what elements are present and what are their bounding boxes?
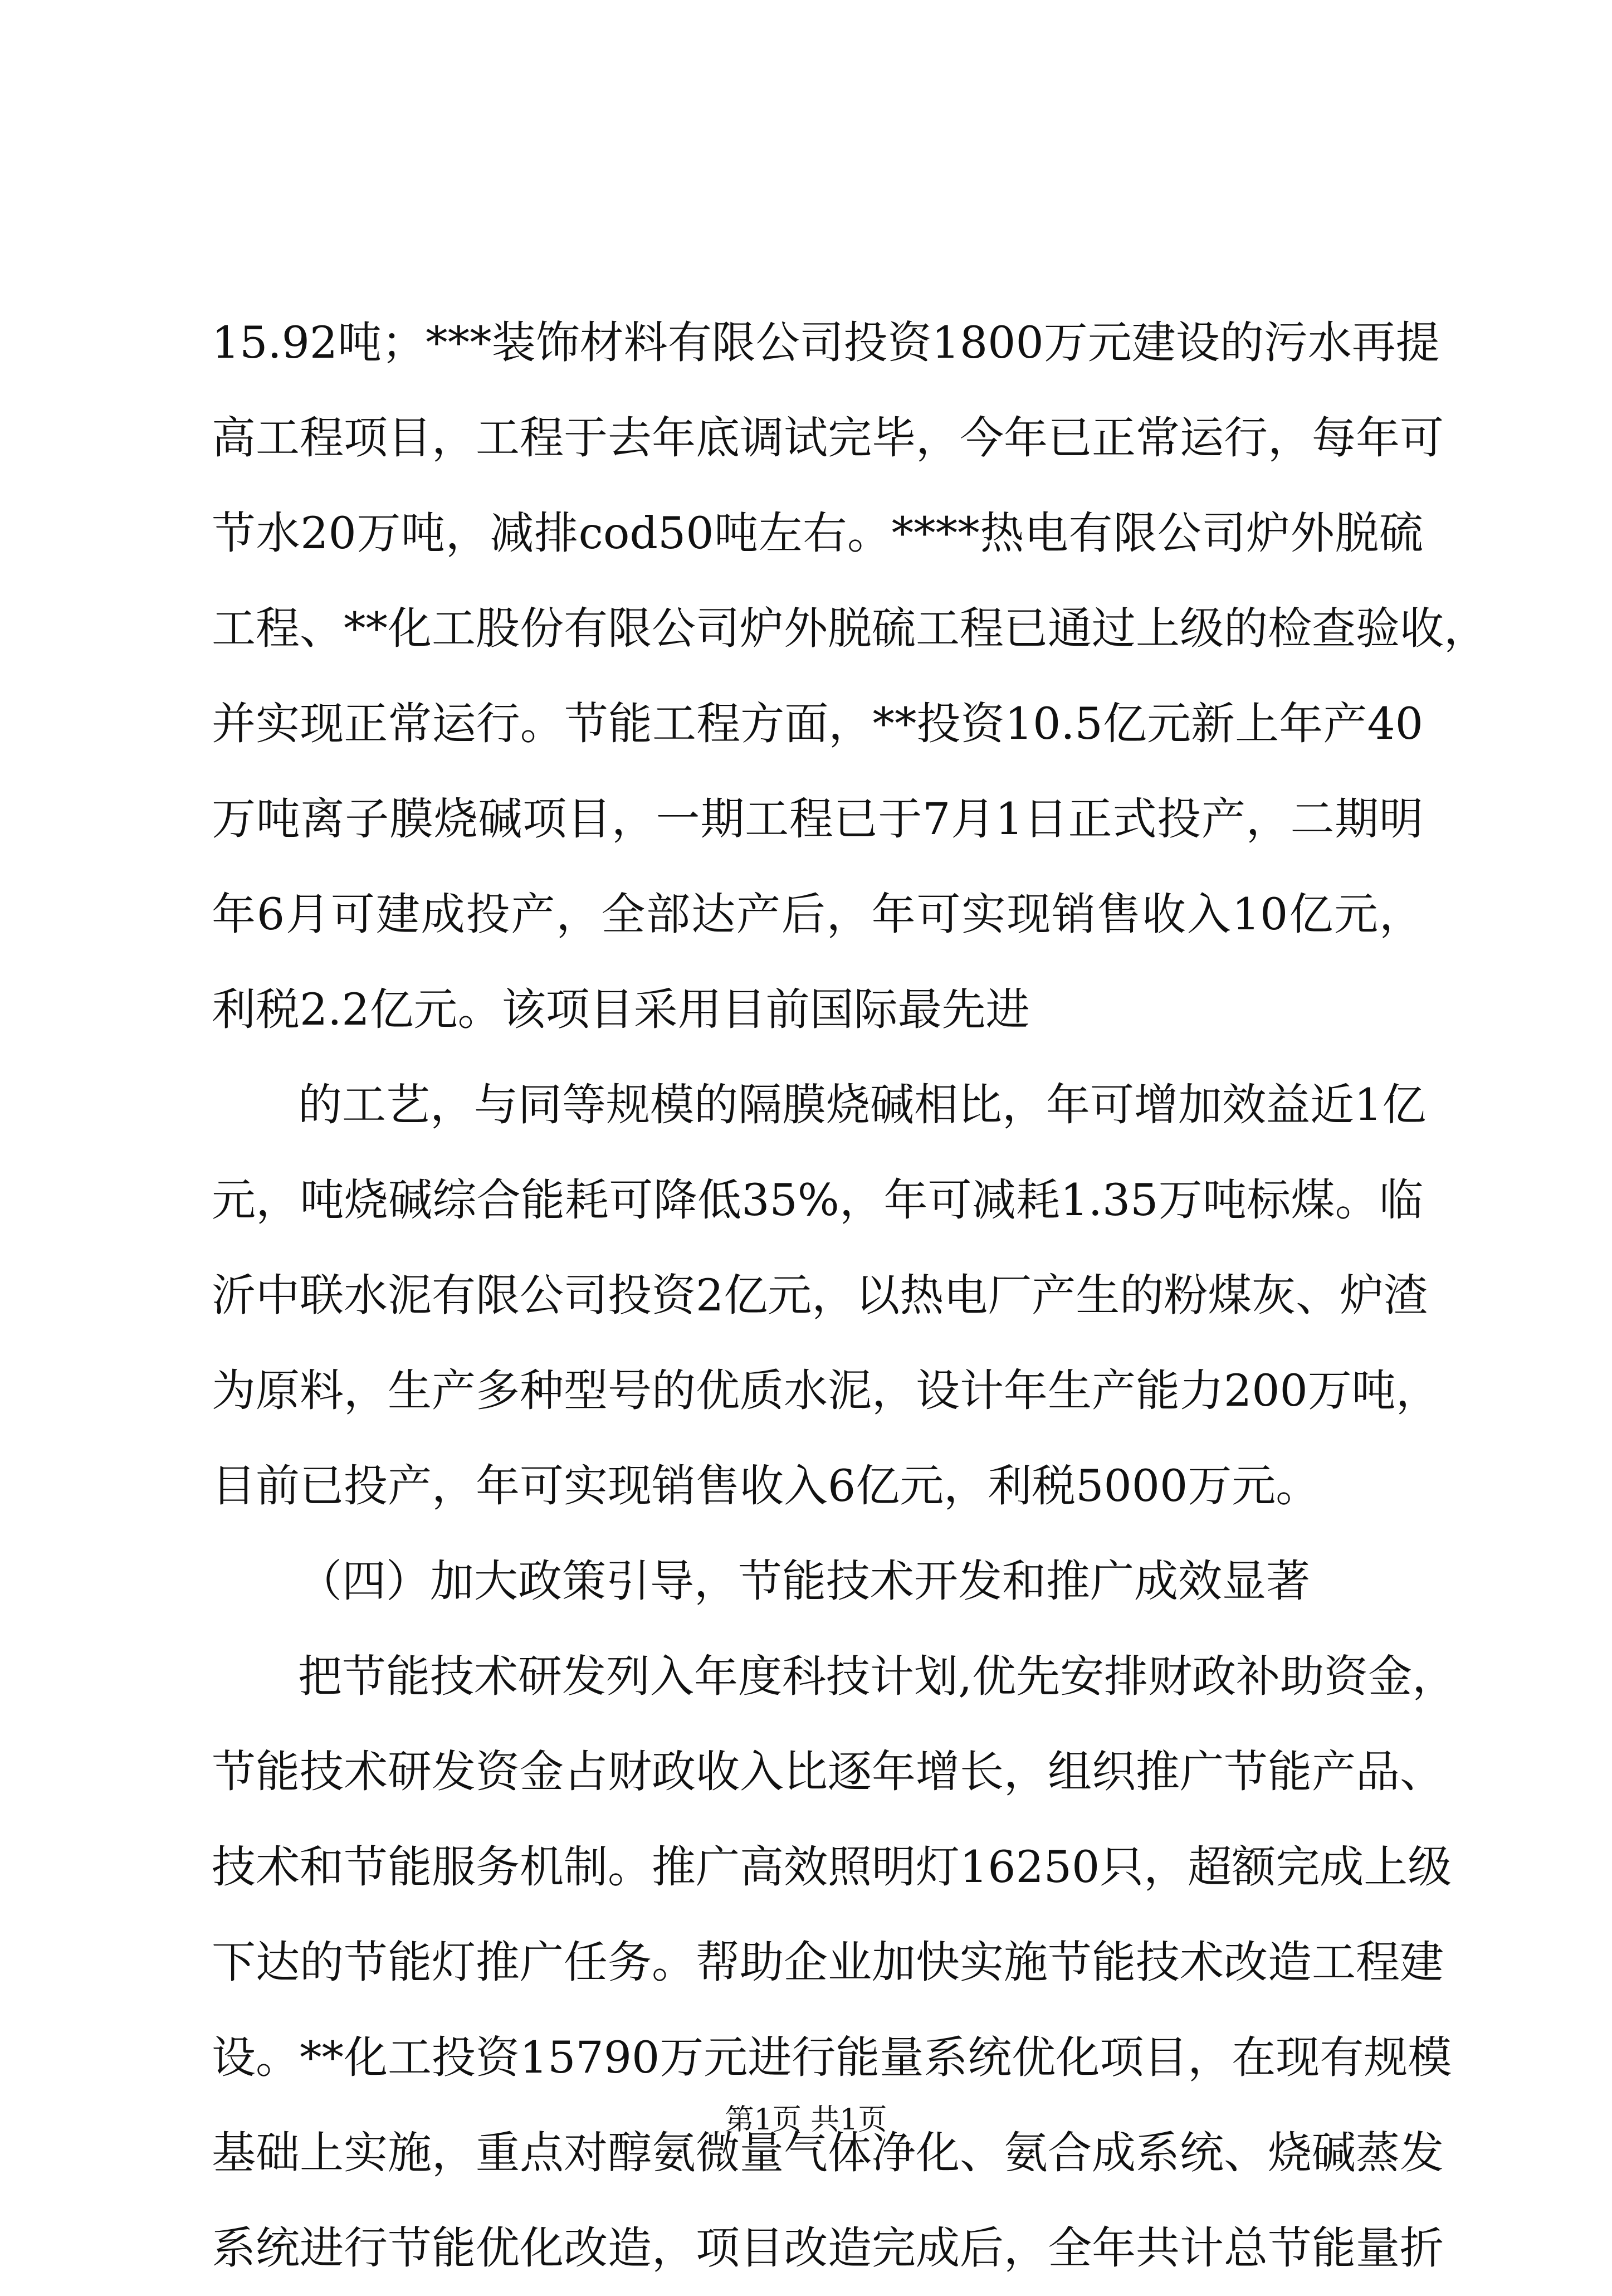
text-line: 并实现正常运行。节能工程方面，**投资10.5亿元新上年产40 xyxy=(212,698,1423,749)
text-line: 万吨离子膜烧碱项目，一期工程已于7月1日正式投产，二期明 xyxy=(212,793,1423,845)
text-line: 设。**化工投资15790万元进行能量系统优化项目，在现有规模 xyxy=(212,2032,1452,2083)
text-line: 的工艺，与同等规模的隔膜烧碱相比，年可增加效益近1亿 xyxy=(298,1079,1427,1130)
text-line: 基础上实施，重点对醇氨微量气体净化、氨合成系统、烧碱蒸发 xyxy=(212,2127,1444,2178)
text-line: 节水20万吨，减排cod50吨左右。****热电有限公司炉外脱硫 xyxy=(212,508,1423,559)
text-line: 节能技术研发资金占财政收入比逐年增长，组织推广节能产品、 xyxy=(212,1746,1444,1797)
section-heading: （四）加大政策引导，节能技术开发和推广成效显著 xyxy=(298,1556,1310,1607)
text-line: 把节能技术研发列入年度科技计划,优先安排财政补助资金， xyxy=(298,1651,1457,1702)
text-line: 15.92吨；***装饰材料有限公司投资1800万元建设的污水再提 xyxy=(212,317,1440,368)
text-line: 下达的节能灯推广任务。帮助企业加快实施节能技术改造工程建 xyxy=(212,1937,1444,1988)
text-line: 年6月可建成投产，全部达产后，年可实现销售收入10亿元， xyxy=(212,889,1423,940)
text-line: 技术和节能服务机制。推广高效照明灯16250只，超额完成上级 xyxy=(212,1841,1452,1893)
text-line: 为原料，生产多种型号的优质水泥，设计年生产能力200万吨， xyxy=(212,1365,1440,1416)
text-line: 系统进行节能优化改造，项目改造完成后，全年共计总节能量折 xyxy=(212,2222,1444,2274)
text-line: 沂中联水泥有限公司投资2亿元，以热电厂产生的粉煤灰、炉渣 xyxy=(212,1270,1428,1321)
text-line: 元，吨烧碱综合能耗可降低35%，年可减耗1.35万吨标煤。临 xyxy=(212,1174,1423,1226)
text-line: 目前已投产，年可实现销售收入6亿元，利税5000万元。 xyxy=(212,1460,1320,1512)
text-line: 利税2.2亿元。该项目采用目前国际最先进 xyxy=(212,984,1030,1035)
text-line: 高工程项目，工程于去年底调试完毕，今年已正常运行，每年可 xyxy=(212,412,1444,464)
text-line: 工程、**化工股份有限公司炉外脱硫工程已通过上级的检查验收， xyxy=(212,603,1488,654)
page-footer: 第1页 共1页 xyxy=(725,2103,887,2137)
document-body xyxy=(212,295,1488,2296)
